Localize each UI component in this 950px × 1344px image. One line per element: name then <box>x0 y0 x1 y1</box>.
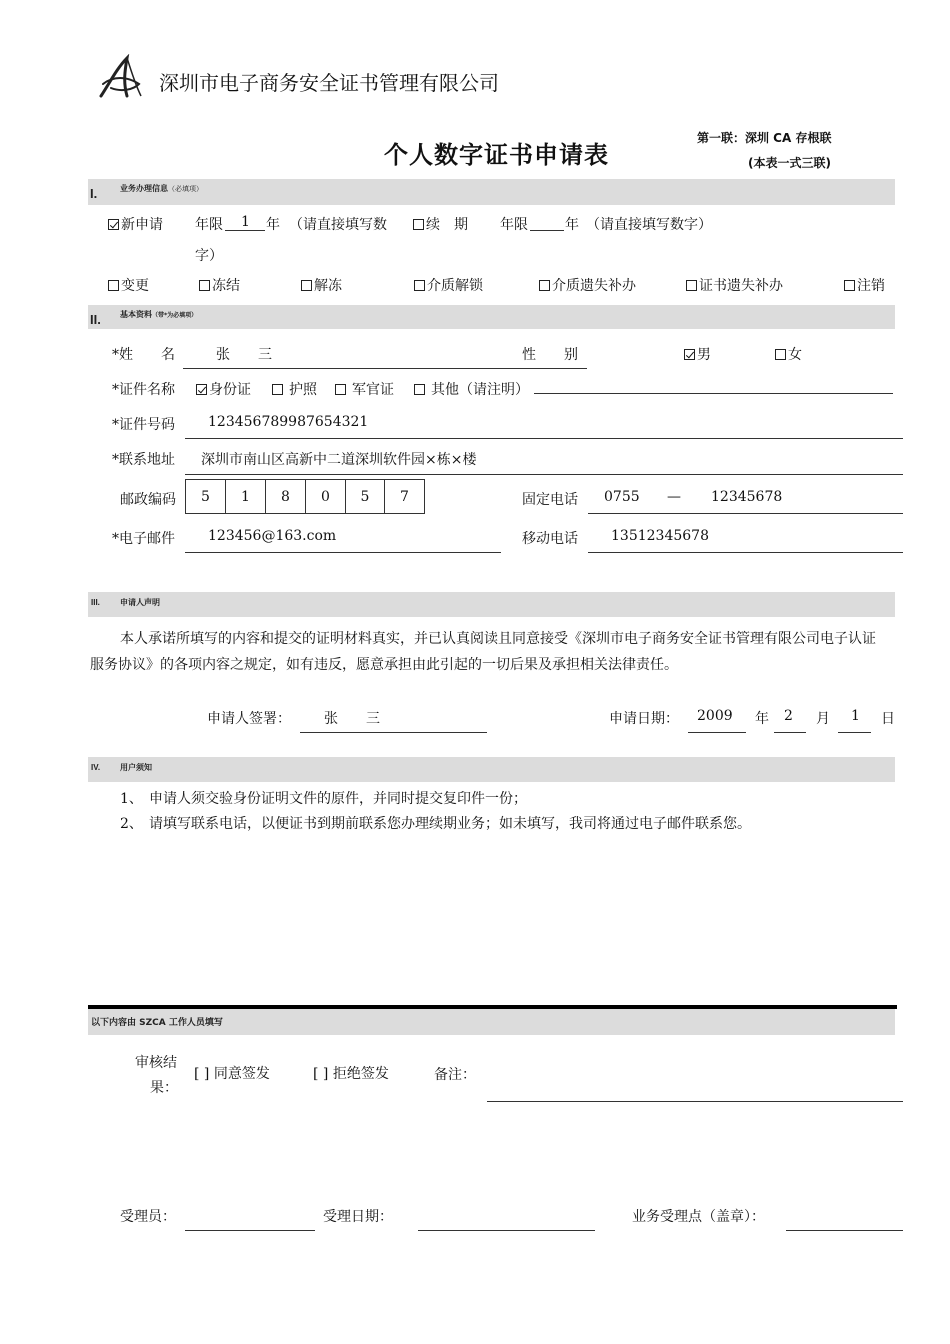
id-type-officer-checkbox[interactable] <box>335 384 346 395</box>
id-type-passport-checkbox[interactable] <box>272 384 283 395</box>
postcode-label: 邮政编码 <box>120 492 176 508</box>
postcode-digit-3[interactable]: 8 <box>266 479 306 514</box>
date-year[interactable]: 2009 <box>697 708 733 724</box>
company-name: 深圳市电子商务安全证书管理有限公司 <box>159 71 499 95</box>
date-month[interactable]: 2 <box>784 708 793 724</box>
option-revoke-checkbox[interactable] <box>844 280 855 291</box>
section4-bar <box>88 757 895 782</box>
handle-date-underline <box>418 1230 595 1231</box>
phone-label: 固定电话 <box>522 492 578 508</box>
review-label-line2: 果： <box>150 1080 178 1096</box>
mobile-label: 移动电话 <box>522 531 578 547</box>
copy-note-line2: (本表一式三联) <box>748 156 831 170</box>
option-freeze[interactable]: 冻结 <box>199 275 240 295</box>
name-underline <box>183 368 587 369</box>
copy-note-line1: 第一联：深圳 CA 存根联 <box>697 131 832 145</box>
signature-underline <box>300 732 487 733</box>
years-value[interactable]: 1 <box>241 214 250 230</box>
section2-title: 基本资料（带*为必填项） <box>120 310 198 319</box>
company-logo <box>97 54 143 100</box>
renew-years-label: 年限 <box>500 217 528 233</box>
email-value[interactable]: 123456@163.com <box>208 528 337 544</box>
option-change[interactable]: 变更 <box>108 275 149 295</box>
section3-roman: III. <box>91 598 100 607</box>
statement-line2: 服务协议》的各项内容之规定，如有违反，愿意承担由此引起的一切后果及承担相关法律责任。 <box>90 657 678 673</box>
section1-roman: I. <box>90 186 98 201</box>
date-month-unit: 月 <box>816 711 830 727</box>
date-year-unit: 年 <box>755 711 769 727</box>
id-type-passport[interactable]: 护照 <box>272 379 317 399</box>
gender-male[interactable]: 男 <box>684 344 711 364</box>
reject-option[interactable]: [ ] 拒绝签发 <box>313 1066 389 1082</box>
id-number-value[interactable]: 123456789987654321 <box>208 414 369 430</box>
id-type-label: *证件名称 <box>112 382 175 398</box>
postcode-digit-4[interactable]: 0 <box>306 479 346 514</box>
handler-label: 受理员： <box>120 1209 176 1225</box>
name-value[interactable]: 张 三 <box>216 347 272 363</box>
option-media-unlock[interactable]: 介质解锁 <box>414 275 483 295</box>
signature-label: 申请人签署： <box>207 711 291 727</box>
renew-hint: （请直接填写数字） <box>586 217 712 233</box>
renew-years-underline <box>530 230 564 231</box>
handle-date-label: 受理日期： <box>323 1209 393 1225</box>
renew-option[interactable]: 续 期 <box>413 214 468 234</box>
address-underline <box>185 474 903 475</box>
id-type-idcard[interactable]: 身份证 <box>196 379 251 399</box>
phone-underline <box>588 513 903 514</box>
staff-title: 以下内容由 SZCA 工作人员填写 <box>91 1018 223 1028</box>
renew-checkbox[interactable] <box>413 219 424 230</box>
years-hint: （请直接填写数 <box>289 217 387 233</box>
new-apply-option[interactable]: 新申请 <box>108 214 163 234</box>
years-label: 年限 <box>195 217 223 233</box>
id-type-other-checkbox[interactable] <box>414 384 425 395</box>
option-change-checkbox[interactable] <box>108 280 119 291</box>
name-label: *姓 名 <box>112 347 175 363</box>
postcode-digit-1[interactable]: 5 <box>185 479 226 514</box>
postcode-digit-5[interactable]: 5 <box>346 479 385 514</box>
statement-line1: 本人承诺所填写的内容和提交的证明材料真实，并已认真阅读且同意接受《深圳市电子商务安全证书管理有限公司电子认证 <box>120 631 876 647</box>
option-revoke[interactable]: 注销 <box>844 275 885 295</box>
renew-year-unit: 年 <box>565 217 579 233</box>
section1-bar <box>88 179 895 205</box>
date-day-unit: 日 <box>881 711 895 727</box>
section4-roman: IV. <box>91 763 101 772</box>
gender-male-checkbox[interactable] <box>684 349 695 360</box>
id-number-underline <box>185 438 903 439</box>
section2-roman: II. <box>90 312 101 327</box>
gender-female-checkbox[interactable] <box>775 349 786 360</box>
option-cert-lost-checkbox[interactable] <box>686 280 697 291</box>
id-other-underline <box>534 393 893 394</box>
option-media-lost-checkbox[interactable] <box>539 280 550 291</box>
year-unit: 年 <box>266 217 280 233</box>
postcode-digit-2[interactable]: 1 <box>226 479 266 514</box>
id-type-officer[interactable]: 军官证 <box>335 379 394 399</box>
years-hint-wrap: 字） <box>195 248 223 264</box>
years-underline <box>225 230 265 231</box>
address-value[interactable]: 深圳市南山区高新中二道深圳软件园×栋×楼 <box>201 452 477 468</box>
section3-title: 申请人声明 <box>120 598 160 607</box>
handler-underline <box>185 1230 315 1231</box>
new-apply-checkbox[interactable] <box>108 219 119 230</box>
mobile-value[interactable]: 13512345678 <box>611 528 709 544</box>
review-label-line1: 审核结 <box>135 1055 177 1071</box>
option-media-lost[interactable]: 介质遗失补办 <box>539 275 636 295</box>
gender-label: 性 别 <box>522 347 578 363</box>
section3-bar <box>88 592 895 617</box>
section4-title: 用户须知 <box>120 763 152 772</box>
option-freeze-checkbox[interactable] <box>199 280 210 291</box>
option-unfreeze-checkbox[interactable] <box>301 280 312 291</box>
office-label: 业务受理点（盖章）： <box>632 1209 765 1225</box>
address-label: *联系地址 <box>112 452 175 468</box>
signature-value[interactable]: 张 三 <box>324 711 380 727</box>
office-underline <box>786 1230 903 1231</box>
date-month-underline <box>774 732 806 733</box>
email-underline <box>185 552 501 553</box>
remark-label: 备注： <box>434 1067 476 1083</box>
section1-title: 业务办理信息（必填项） <box>120 184 203 193</box>
form-title: 个人数字证书申请表 <box>384 141 609 169</box>
gender-female[interactable]: 女 <box>775 344 802 364</box>
email-label: *电子邮件 <box>112 531 175 547</box>
option-media-unlock-checkbox[interactable] <box>414 280 425 291</box>
phone-number[interactable]: 12345678 <box>711 489 783 505</box>
date-day-underline <box>838 732 871 733</box>
id-type-other[interactable]: 其他（请注明） <box>414 379 529 399</box>
option-unfreeze[interactable]: 解冻 <box>301 275 342 295</box>
option-cert-lost[interactable]: 证书遗失补办 <box>686 275 783 295</box>
id-type-idcard-checkbox[interactable] <box>196 384 207 395</box>
date-label: 申请日期： <box>609 711 679 727</box>
remark-underline <box>487 1101 903 1102</box>
mobile-underline <box>588 552 903 553</box>
date-year-underline <box>688 732 746 733</box>
date-day[interactable]: 1 <box>851 708 860 724</box>
postcode-digit-6[interactable]: 7 <box>385 479 425 514</box>
notice-item-2: 2、 请填写联系电话，以便证书到期前联系您办理续期业务；如未填写，我司将通过电子邮件联系您。 <box>120 816 751 832</box>
id-number-label: *证件号码 <box>112 417 175 433</box>
phone-area[interactable]: 0755 <box>604 489 640 505</box>
notice-item-1: 1、 申请人须交验身份证明文件的原件，并同时提交复印件一份； <box>120 791 527 807</box>
phone-dash: — <box>667 489 681 505</box>
approve-option[interactable]: [ ] 同意签发 <box>194 1066 270 1082</box>
section2-bar <box>88 305 895 329</box>
